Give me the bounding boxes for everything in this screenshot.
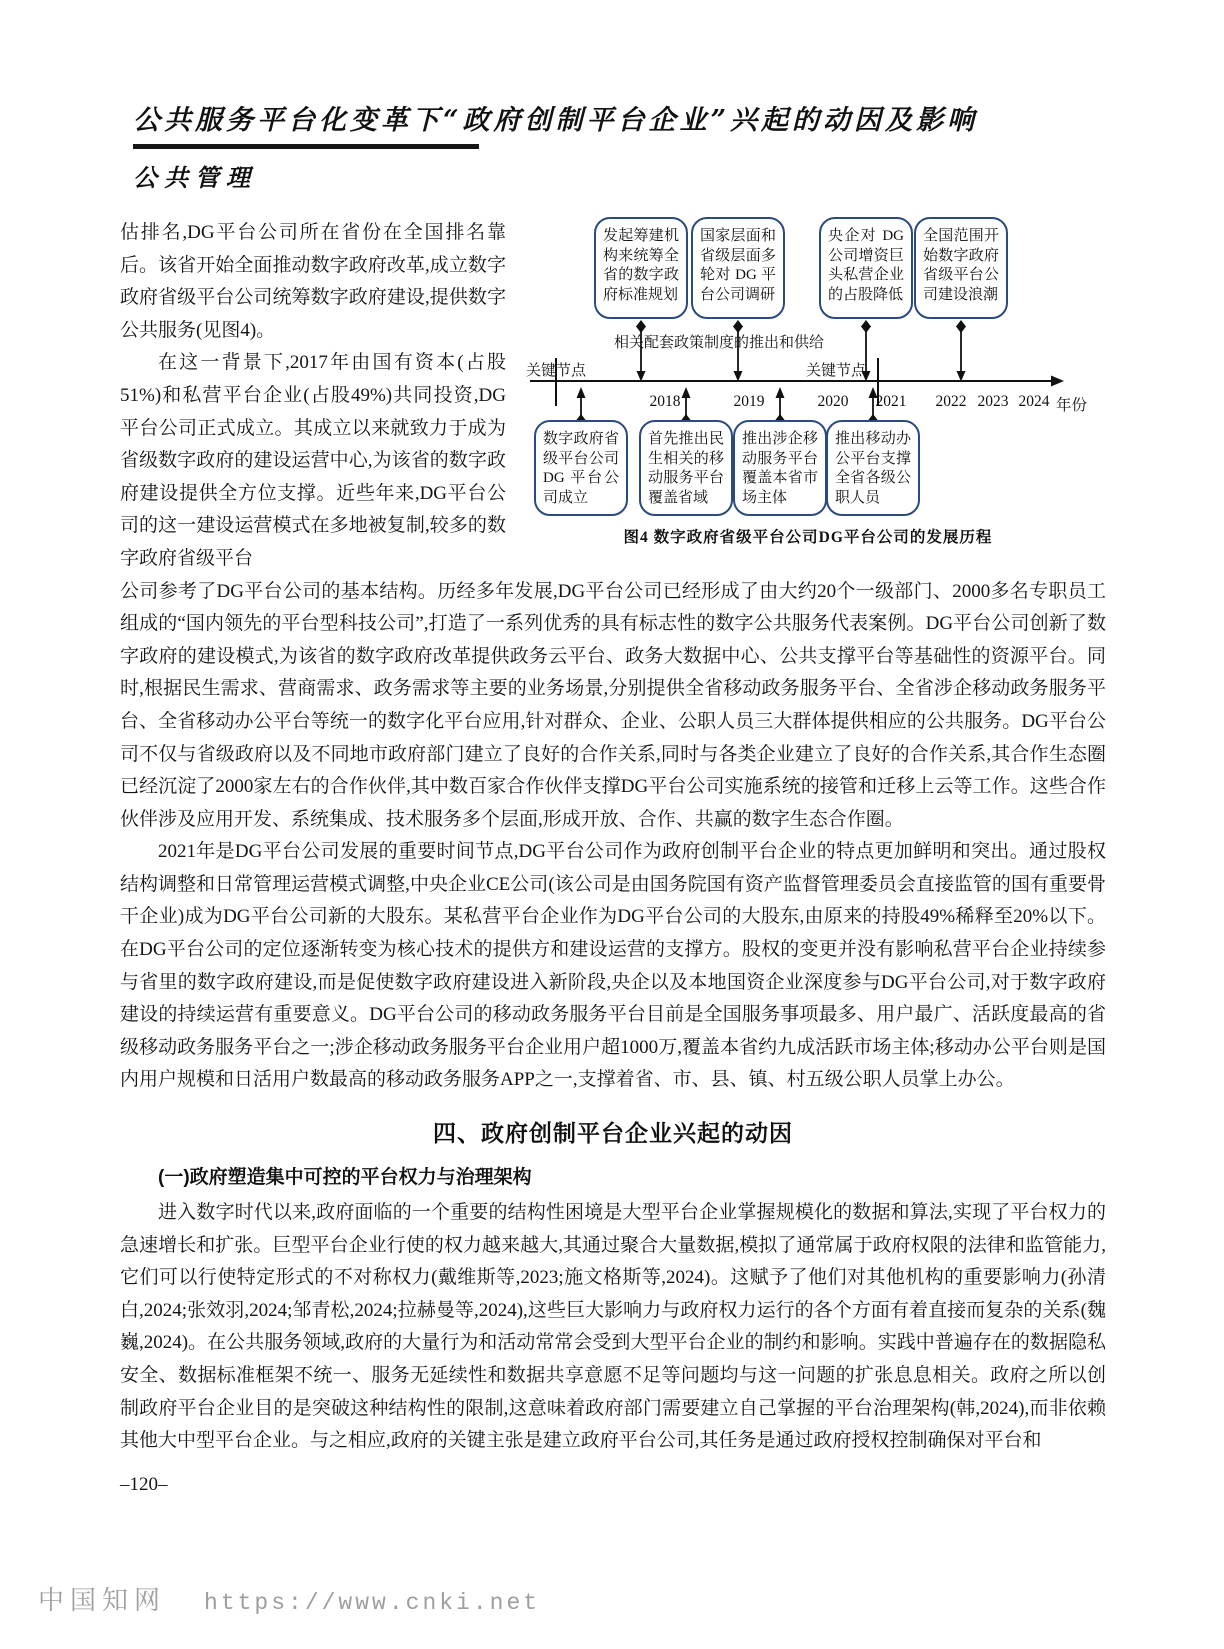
axis-annotation: 相关配套政策制度的推出和供给 [614,335,825,351]
cnki-brand: 中国知网 [38,1586,167,1615]
timeline-event-box: 数字政府省级平台公司 DG 平台公司成立 [534,420,628,516]
key-node-label: 关键节点 [806,363,867,379]
timeline-event-box: 推出涉企移动服务平台覆盖本省市场主体 [733,420,827,516]
page-body [120,217,1106,1496]
year-tick: 2019 [733,393,765,410]
figure-4-timeline [510,217,1106,569]
timeline-event-box: 国家层面和省级层面多轮对 DG 平台公司调研 [691,217,785,319]
two-column-block [120,217,1106,576]
paragraph: 在这一背景下,2017年由国有资本(占股51%)和私营平台企业(占股49%)共同投资,DG平台公司正式成立。其成立以来就致力于成为省级数字政府的建设运营中心,为该省的数字政府建设提供全方位支撑。近些年来,DG平台公司的这一建设运营模式在多地被复制,较多的数字政府省级平台 [120,352,506,569]
title-underline [133,144,479,149]
paragraph: 2021年是DG平台公司发展的重要时间节点,DG平台公司作为政府创制平台企业的特点更加鲜明和突出。通过股权结构调整和日常管理运营模式调整,中央企业CE公司(该公司是由国务院国有资产监督管理委员会直接监管的国有重要骨干企业)成为DG平台公司新的大股东。某私营平台企业作为DG平台公司的大股东,由原来的持股49%稀释至20%以下。在DG平台公司的定位逐渐转变为核心技术的提供方和建设运营的支撑方。股权的变更并没有影响私营平台企业持续参与省里的数字政府建设,而是促使数字政府建设进入新阶段,央企以及本地国资企业深度参与DG平台公司,对于数字政府建设的持续运营有重要意义。DG平台公司的移动政务服务平台目前是全国服务事项最多、用户最广、活跃度最高的省级移动政务服务平台之一;涉企移动政务服务平台企业用户超1000万,覆盖本省约九成活跃市场主体;移动办公平台则是国内用户规模和日活用户数最高的移动政务服务APP之一,支撑着省、市、县、镇、村五级公职人员掌上办公。 [120,841,1106,1091]
year-tick: 2018 [649,393,681,410]
timeline-event-box: 全国范围开始数字政府省级平台公司建设浪潮 [914,217,1008,319]
paragraph-continuation: 估排名,DG平台公司所在省份在全国排名靠后。该省开始全面推动数字政府改革,成立数字政府省级平台公司统筹数字政府建设,提供数字公共服务(见图4)。 [120,222,506,341]
timeline-event-box: 推出移动办公平台支撑全省各级公职人员 [826,420,920,516]
cnki-watermark [38,1580,540,1617]
paper-title: 公共服务平台化变革下“政府创制平台企业”兴起的动因及影响 [133,105,979,136]
column-title: 公共管理 [133,163,257,192]
year-tick: 2024 [1018,393,1050,410]
year-tick: 2020 [817,393,849,410]
figure-caption: 图4 数字政府省级平台公司DG平台公司的发展历程 [623,529,993,546]
paragraph: 公司参考了DG平台公司的基本结构。历经多年发展,DG平台公司已经形成了由大约20个一级部门、2000多名专职员工组成的“国内领先的平台型科技公司”,打造了一系列优秀的具有标志性的数字公共服务代表案例。DG平台公司创新了数字政府的建设模式,为该省的数字政府改革提供政务云平台、政务大数据中心、公共支撑平台等基础性的资源平台。同时,根据民生需求、营商需求、政务需求等主要的业务场景,分别提供全省移动政务服务平台、全省涉企移动政务服务平台、全省移动办公平台等统一的数字化平台应用,针对群众、企业、公职人员三大群体提供相应的公共服务。DG平台公司不仅与省级政府以及不同地市政府部门建立了良好的合作关系,同时与各类企业建立了良好的合作关系,其合作生态圈已经沉淀了2000家左右的合作伙伴,其中数百家合作伙伴支撑DG平台公司实施系统的接管和迁移上云等工作。这些合作伙伴涉及应用开发、系统集成、技术服务多个层面,形成开放、合作、共赢的数字生态合作圈。 [120,580,1106,830]
year-tick: 2021 [875,393,907,410]
left-text-column [120,217,506,576]
axis-unit-label: 年份 [1056,397,1088,414]
subsection-heading: (一)政府塑造集中可控的平台权力与治理架构 [158,1167,532,1189]
paragraph: 进入数字时代以来,政府面临的一个重要的结构性困境是大型平台企业掌握规模化的数据和算法,实现了平台权力的急速增长和扩张。巨型平台企业行使的权力越来越大,其通过聚合大量数据,模拟了通常属于政府权限的法律和监管能力,它们可以行使特定形式的不对称权力(戴维斯等,2023;施文格斯等,2024)。这赋予了他们对其他机构的重要影响力(孙清白,2024;张效羽,2024;邹青松,2024;拉赫曼等,2024),这些巨大影响力与政府权力运行的各个方面有着直接而复杂的关系(魏巍,2024)。在公共服务领域,政府的大量行为和活动常常会受到大型平台企业的制约和影响。实践中普遍存在的数据隐私安全、数据标准框架不统一、服务无延续性和数据共享意愿不足等问题均与这一问题的扩张息息相关。政府之所以创制政府平台企业目的是突破这种结构性的限制,这意味着政府部门需要建立自己掌握的平台治理架构(韩,2024),而非依赖其他大中型平台企业。与之相应,政府的关键主张是建立政府平台公司,其任务是通过政府授权控制确保对平台和 [120,1202,1106,1452]
key-node-label: 关键节点 [526,363,587,379]
year-tick: 2022 [935,393,967,410]
timeline-event-box: 首先推出民生相关的移动服务平台覆盖省域 [639,420,733,516]
cnki-url: https://www.cnki.net [204,1590,541,1616]
page-number: –120– [120,1473,168,1495]
year-tick: 2023 [977,393,1009,410]
timeline-event-box: 发起筹建机构来统筹全省的数字政府标准规划 [594,217,688,319]
section-heading: 四、政府创制平台企业兴起的动因 [433,1120,793,1147]
timeline-event-box: 央企对 DG 公司增资巨头私营企业的占股降低 [819,217,913,319]
page-header [0,0,1224,193]
